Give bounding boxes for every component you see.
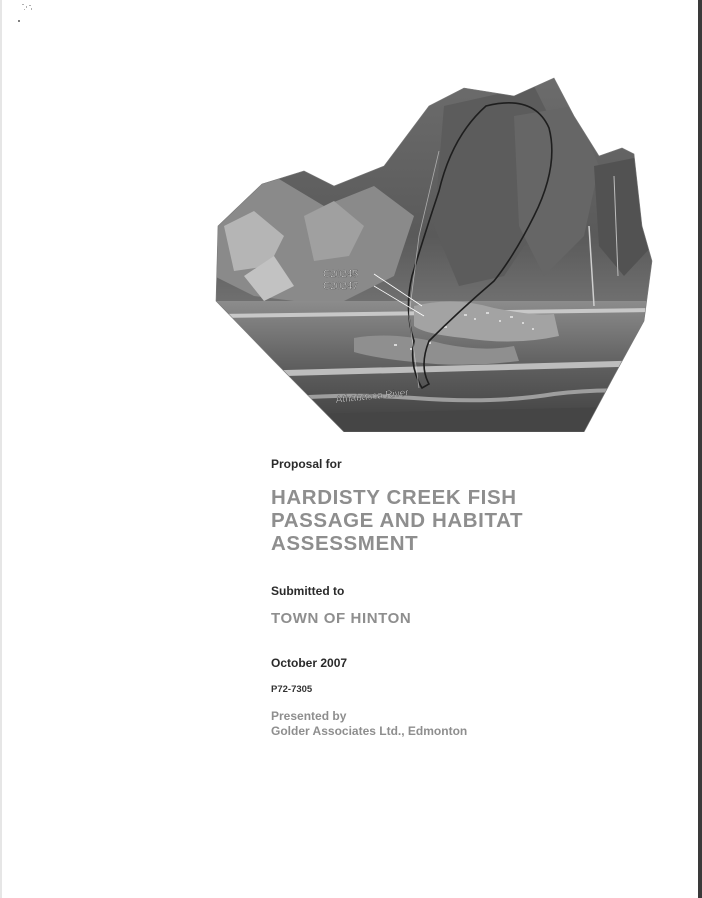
project-number: P72-7305 bbox=[271, 684, 313, 695]
document-date: October 2007 bbox=[271, 656, 348, 670]
presenter-name: Golder Associates Ltd., Edmonton bbox=[271, 724, 468, 738]
title-line-1: HARDISTY CREEK FISH bbox=[271, 486, 517, 509]
document-title bbox=[271, 486, 571, 555]
title-line-3: ASSESSMENT bbox=[271, 532, 419, 555]
scan-edge-left bbox=[0, 0, 2, 898]
client-name: TOWN OF HINTON bbox=[271, 610, 412, 627]
presented-by-label: Presented by bbox=[271, 709, 347, 723]
culvert-label-1: C20245 bbox=[323, 269, 359, 280]
title-line-2: PASSAGE AND HABITAT bbox=[271, 509, 524, 532]
scan-artifact-mark bbox=[4, 2, 44, 26]
aerial-photo-hardisty-creek bbox=[214, 76, 654, 432]
submitted-to-label: Submitted to bbox=[271, 584, 345, 598]
scan-edge-right bbox=[698, 0, 702, 898]
proposal-for-label: Proposal for bbox=[271, 457, 342, 471]
presented-by-block bbox=[271, 709, 467, 739]
river-label: Athabasca River bbox=[335, 387, 410, 406]
culvert-label-2: C20247 bbox=[323, 281, 359, 292]
